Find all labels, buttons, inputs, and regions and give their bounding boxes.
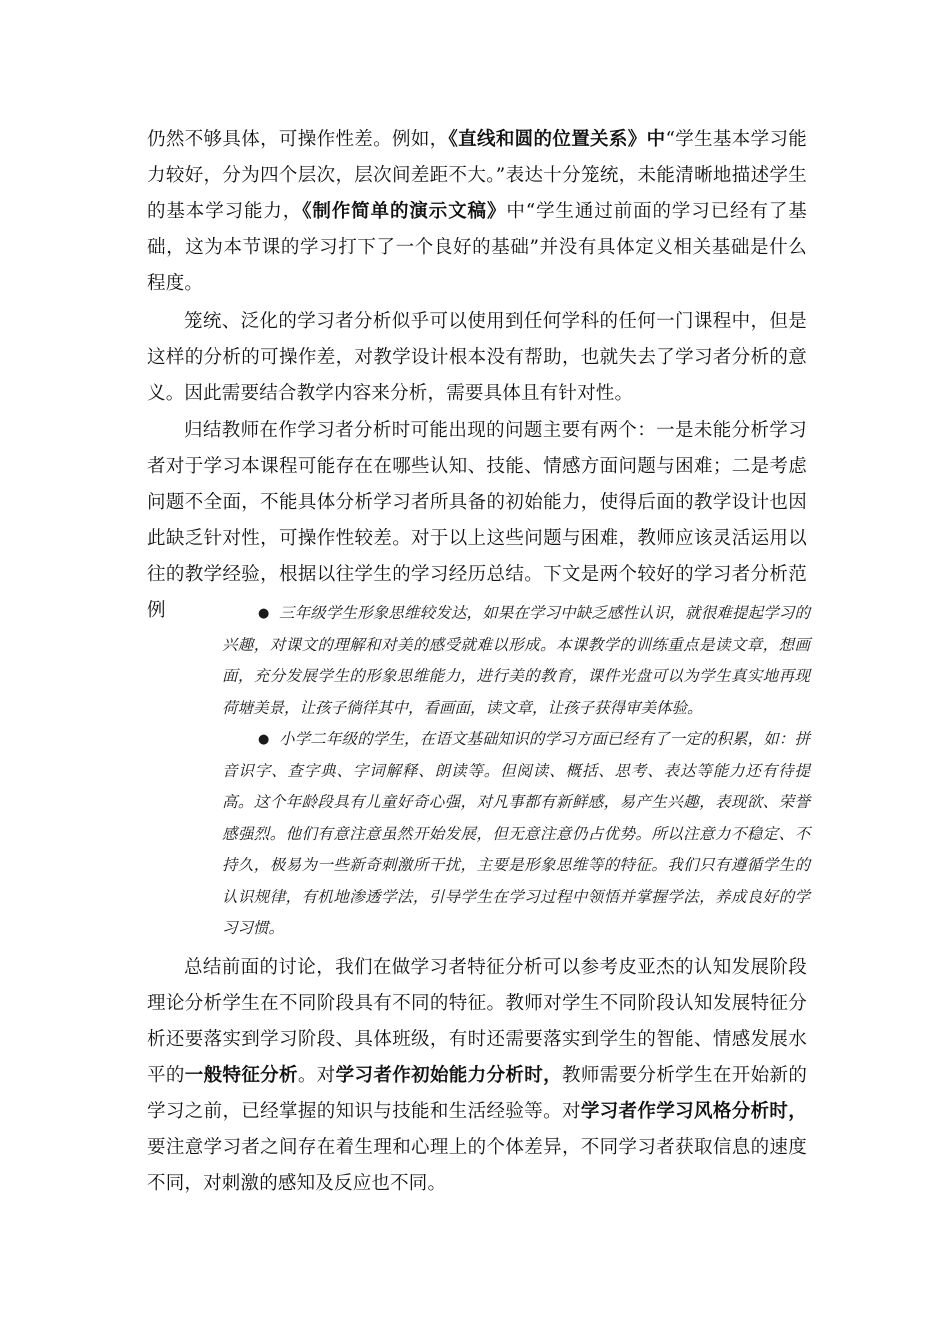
- paragraph-2: 笼统、泛化的学习者分析似乎可以使用到任何学科的任何一门课程中，但是这样的分析的可操作差，对教学设计根本没有帮助，也就失去了学习者分析的意义。因此需要结合教学内容来分析，需要具体且有针对性。: [147, 311, 807, 404]
- example-item-1: [222, 598, 810, 724]
- paragraph-1: [147, 122, 807, 302]
- paragraph-3: 归结教师在作学习者分析时可能出现的问题主要有两个：一是未能分析学习者对于学习本课程可能存在在哪些认知、技能、情感方面问题与困难；二是考虑问题不全面，不能具体分析学习者所具备的初始能力，使得后面的教学设计也因此缺乏针对性，可操作性较差。对于以上这些问题与困难，教师应该灵活运用以往的教学经验，根据以往学生的学习经历总结。下文是两个较好的学习者分析范例: [147, 420, 807, 621]
- bullet-icon: ●: [258, 732, 270, 747]
- paragraph-1-text-b: “学生基本学习能力较好，分为四个层次，层次间差距不大。”表达十分笼统，未能清晰地描述学生的基本学习能力，: [147, 129, 808, 222]
- paragraph-1-text-c: 中“学生通过前面的学习已经有了基础，这为本节课的学习打下了一个良好的基础”并没有具体定义相关基础是什么程度。: [147, 201, 807, 294]
- paragraph-4-text-c: 教师需要分析学生在开始新的学习之前，已经掌握的知识与技能和生活经验等。对: [147, 1065, 808, 1122]
- paragraph-4-text-a: 总结前面的讨论，我们在做学习者特征分析可以参考皮亚杰的认知发展阶段理论分析学生在不同阶段具有不同的特征。教师对学生不同阶段认知发展特征分析还要落实到学习阶段、具体班级，有时还需要落实到学生的智能、情感发展水平的: [147, 957, 807, 1086]
- paragraph-1-bold-title-b: 《制作简单的演示文稿》: [302, 201, 507, 222]
- example-item-2: [222, 724, 810, 945]
- paragraph-1-text-a: 仍然不够具体，可操作性差。例如，: [147, 129, 449, 150]
- paragraph-4: [147, 950, 807, 1202]
- example-item-text: 三年级学生形象思维较发达，如果在学习中缺乏感性认识，就很难提起学习的兴趣，对课文的理解和对美的感受就难以形成。本课教学的训练重点是读文章，想画面，充分发展学生的形象思维能力，进行美的教育，课件光盘可以为学生真实地再现荷塘美景，让孩子徜徉其中，看画面，读文章，让孩子获得审美体验。: [222, 604, 810, 717]
- paragraph-1-bold-title-a: 《直线和圆的位置关系》中: [448, 129, 666, 150]
- example-item-text: 小学二年级的学生，在语文基础知识的学习方面已经有了一定的积累，如：拼音识字、查字典、字词解释、朗读等。但阅读、概括、思考、表达等能力还有待提高。这个年龄段具有儿童好奇心强，对凡事都有新鲜感，易产生兴趣，表现欲、荣誉感强烈。他们有意注意虽然开始发展，但无意注意仍占优势。所以注意力不稳定、不持久，极易为一些新奇刺激所干扰，主要是形象思维等的特征。我们只有遵循学生的认识规律，有机地渗透学法，引导学生在学习过程中领悟并掌握学法，养成良好的学习习惯。: [222, 730, 810, 937]
- bullet-icon: ●: [258, 606, 270, 621]
- paragraph-4-text-d: 要注意学习者之间存在着生理和心理上的个体差异，不同学习者获取信息的速度不同，对刺激的感知及反应也不同。: [147, 1137, 807, 1194]
- paragraph-4-bold-a: 一般特征分析: [184, 1065, 298, 1086]
- paragraph-4-bold-b: 学习者作初始能力分析时，: [335, 1065, 562, 1086]
- example-list: [222, 598, 810, 945]
- paragraph-4-bold-c: 学习者作学习风格分析时，: [580, 1101, 807, 1122]
- paragraph-4-text-b: 。对: [297, 1065, 336, 1086]
